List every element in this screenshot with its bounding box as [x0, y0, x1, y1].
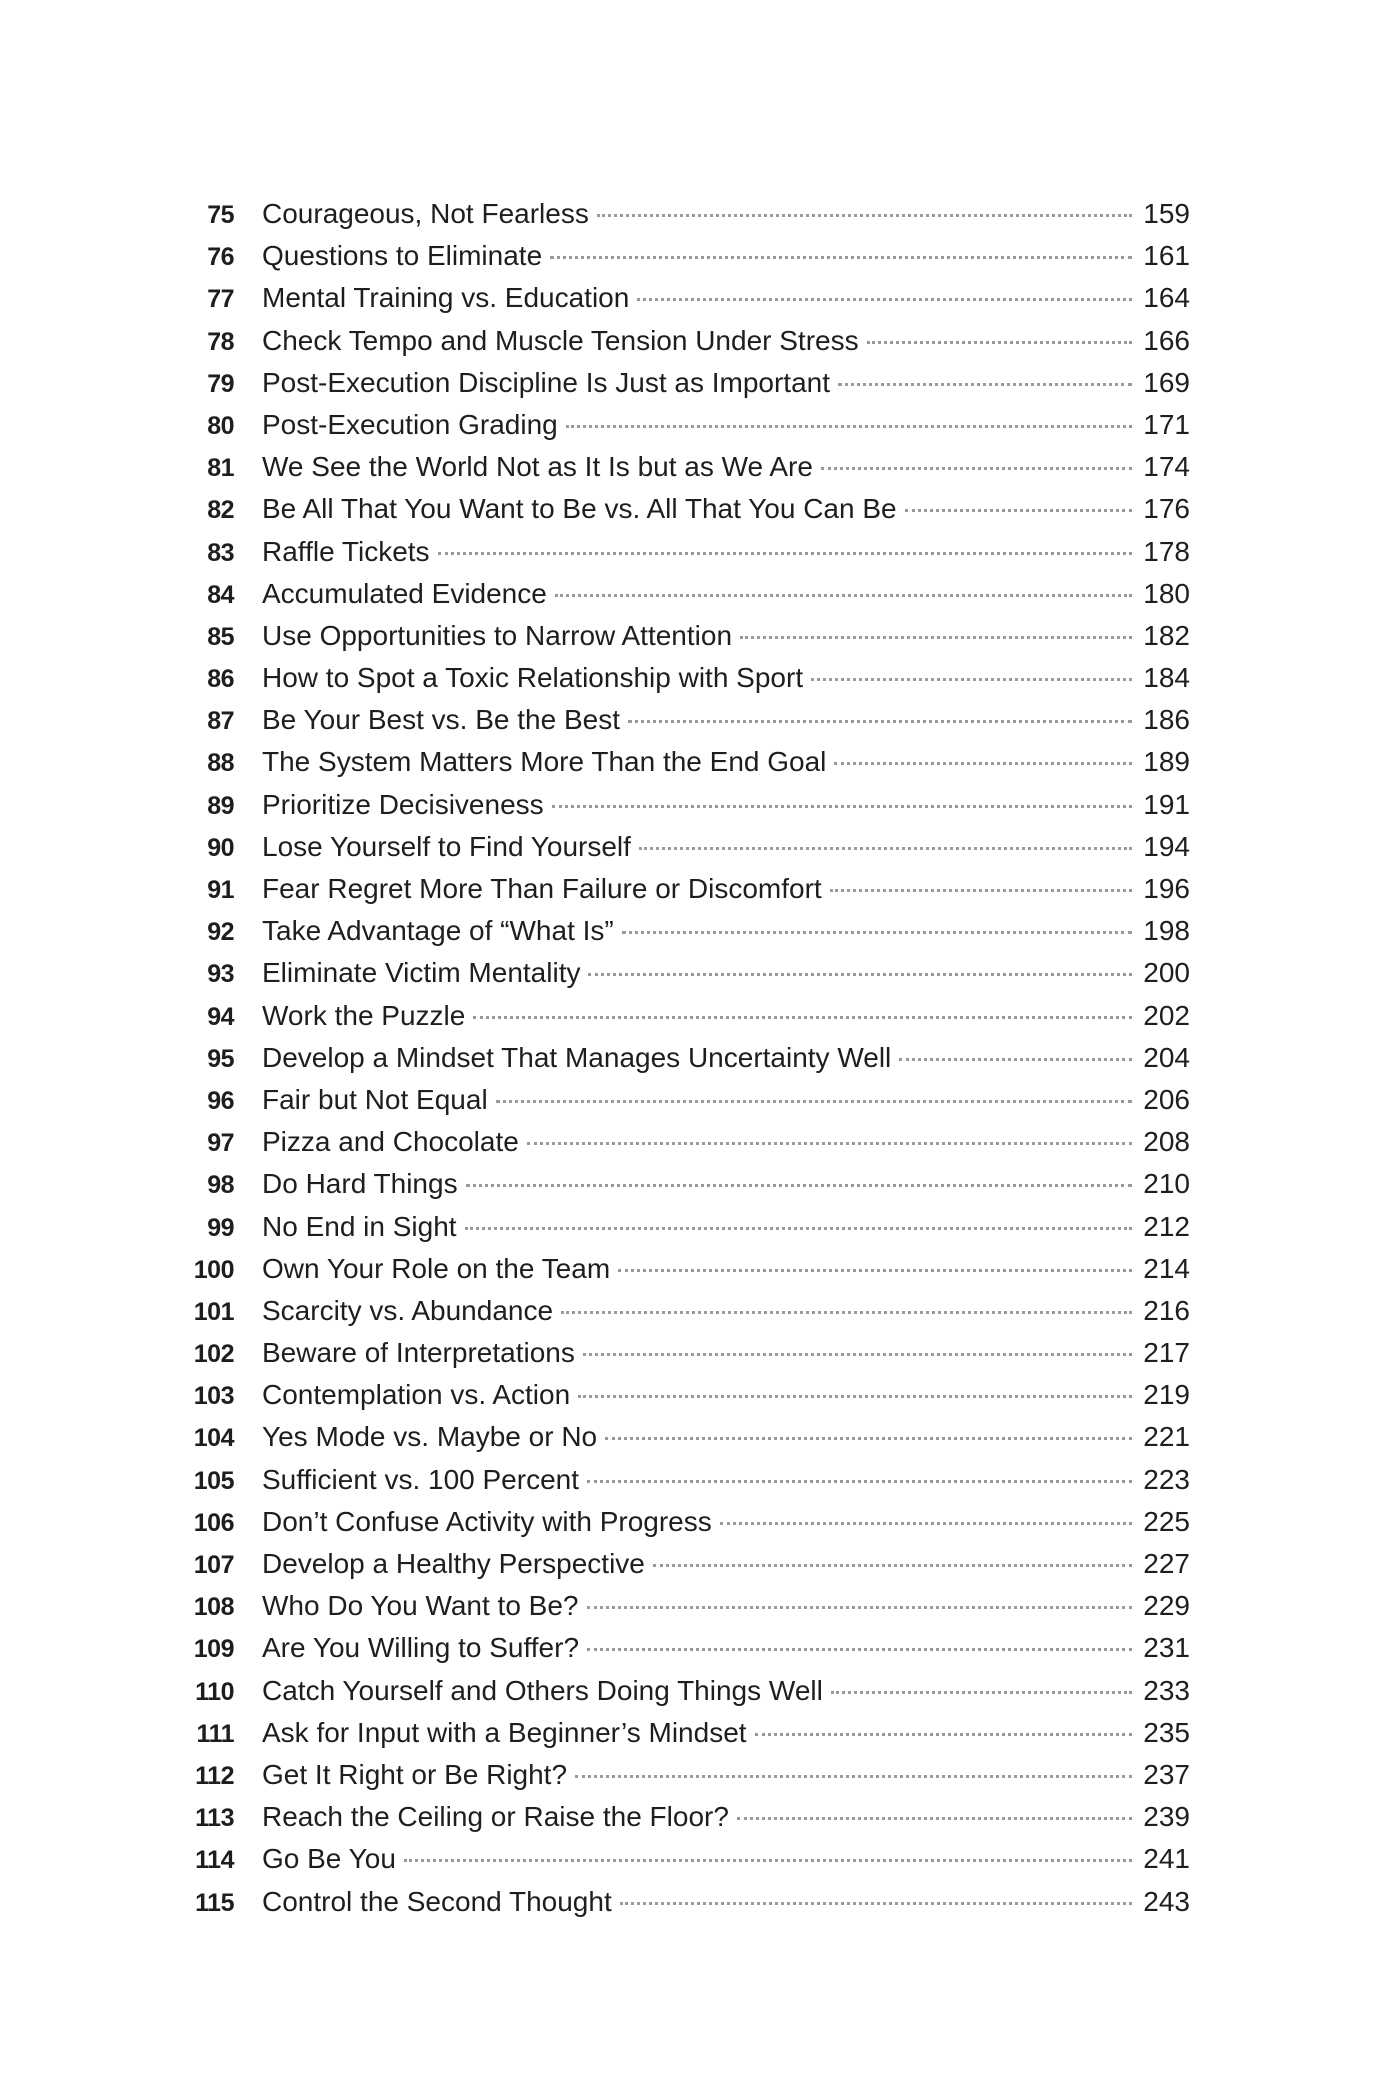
chapter-number: 91 — [207, 876, 234, 904]
chapter-number: 75 — [207, 201, 234, 229]
chapter-number: 105 — [193, 1466, 234, 1495]
page-number: 161 — [1143, 240, 1190, 272]
chapter-title: Post-Execution Discipline Is Just as Important — [262, 366, 831, 398]
page-number: 196 — [1143, 873, 1190, 904]
toc-entry[interactable] — [190, 620, 1190, 662]
toc-entry[interactable] — [190, 1632, 1190, 1674]
page-number: 237 — [1143, 1758, 1190, 1790]
chapter-title: Courageous, Not Fearless — [262, 198, 589, 229]
chapter-title: Work the Puzzle — [262, 999, 466, 1031]
page-number: 169 — [1143, 366, 1190, 398]
toc-entry[interactable] — [190, 1084, 1190, 1126]
chapter-title: Catch Yourself and Others Doing Things Well — [262, 1674, 823, 1706]
page-number: 166 — [1143, 324, 1190, 356]
chapter-title: Scarcity vs. Abundance — [262, 1294, 554, 1326]
toc-entry[interactable] — [190, 1717, 1190, 1759]
page-number: 233 — [1143, 1674, 1190, 1706]
chapter-title: Control the Second Thought — [262, 1885, 612, 1917]
toc-entry[interactable] — [190, 1464, 1190, 1506]
page-number: 164 — [1143, 282, 1190, 314]
page-number: 206 — [1143, 1083, 1190, 1115]
dot-leader — [575, 1775, 1132, 1778]
chapter-number: 104 — [193, 1424, 234, 1453]
chapter-title: Are You Willing to Suffer? — [262, 1632, 580, 1664]
page-number: 225 — [1143, 1505, 1190, 1537]
page-number: 231 — [1143, 1632, 1190, 1664]
page-number: 223 — [1143, 1463, 1190, 1495]
dot-leader — [527, 1142, 1132, 1145]
chapter-number: 96 — [207, 1086, 234, 1115]
page-number: 204 — [1143, 1041, 1190, 1073]
toc-entry[interactable] — [190, 1801, 1190, 1843]
chapter-number: 81 — [207, 454, 234, 483]
chapter-title: Develop a Healthy Perspective — [262, 1548, 645, 1579]
chapter-number: 95 — [207, 1044, 234, 1073]
chapter-title: No End in Sight — [262, 1210, 457, 1242]
page-number: 235 — [1143, 1716, 1190, 1748]
chapter-number: 112 — [195, 1761, 234, 1790]
toc-entry[interactable] — [190, 1211, 1190, 1253]
toc-entry[interactable] — [190, 1337, 1190, 1379]
toc-entry[interactable] — [190, 746, 1190, 788]
chapter-number: 111 — [196, 1719, 234, 1748]
toc-entry[interactable] — [190, 240, 1190, 282]
dot-leader — [740, 636, 1132, 639]
chapter-number: 85 — [207, 622, 234, 651]
chapter-number: 113 — [195, 1804, 234, 1833]
chapter-number: 107 — [193, 1551, 234, 1579]
chapter-number: 99 — [207, 1213, 234, 1242]
dot-leader — [587, 1648, 1132, 1651]
toc-entry[interactable] — [190, 409, 1190, 451]
page-number: 216 — [1143, 1294, 1190, 1326]
dot-leader — [834, 762, 1132, 765]
page-number: 243 — [1143, 1885, 1190, 1917]
dot-leader — [838, 383, 1132, 386]
page-number: 208 — [1143, 1126, 1190, 1158]
dot-leader — [404, 1859, 1132, 1862]
page-number: 191 — [1143, 788, 1190, 820]
dot-leader — [737, 1817, 1132, 1820]
chapter-title: Take Advantage of “What Is” — [262, 915, 614, 947]
dot-leader — [597, 214, 1132, 217]
chapter-title: Be Your Best vs. Be the Best — [262, 704, 620, 736]
chapter-number: 102 — [193, 1340, 234, 1369]
chapter-number: 106 — [193, 1508, 234, 1537]
chapter-number: 101 — [193, 1297, 234, 1326]
chapter-title: Yes Mode vs. Maybe or No — [262, 1421, 598, 1453]
chapter-title: Raffle Tickets — [262, 535, 430, 567]
dot-leader — [622, 931, 1132, 934]
chapter-number: 90 — [207, 833, 234, 862]
page-number: 212 — [1143, 1210, 1190, 1242]
chapter-title: Reach the Ceiling or Raise the Floor? — [262, 1801, 729, 1833]
toc-entry[interactable] — [190, 1548, 1190, 1590]
chapter-number: 114 — [195, 1846, 234, 1875]
chapter-number: 98 — [207, 1171, 234, 1200]
toc-entry[interactable] — [190, 789, 1190, 831]
chapter-title: Lose Yourself to Find Yourself — [262, 830, 631, 862]
chapter-title: We See the World Not as It Is but as We Are — [262, 451, 813, 483]
page-number: 189 — [1143, 746, 1190, 778]
toc-entry[interactable] — [190, 1253, 1190, 1295]
page-number: 221 — [1143, 1421, 1190, 1453]
toc-entry[interactable] — [190, 704, 1190, 746]
page-number: 210 — [1143, 1168, 1190, 1200]
page-number: 227 — [1143, 1548, 1190, 1579]
dot-leader — [867, 341, 1132, 344]
page-number: 198 — [1143, 915, 1190, 947]
chapter-title: Sufficient vs. 100 Percent — [262, 1463, 579, 1495]
page-number: 241 — [1143, 1843, 1190, 1875]
page-number: 182 — [1143, 619, 1190, 651]
page-number: 180 — [1143, 577, 1190, 609]
page-number: 229 — [1143, 1590, 1190, 1622]
dot-leader — [653, 1564, 1132, 1567]
chapter-title: Prioritize Decisiveness — [262, 788, 544, 820]
chapter-number: 82 — [207, 496, 234, 525]
toc-entry[interactable] — [190, 1843, 1190, 1885]
chapter-number: 100 — [193, 1255, 234, 1284]
dot-leader — [583, 1353, 1132, 1356]
dot-leader — [905, 509, 1132, 512]
chapter-title: Check Tempo and Muscle Tension Under Stress — [262, 324, 859, 356]
chapter-title: Own Your Role on the Team — [262, 1252, 611, 1284]
dot-leader — [720, 1522, 1132, 1525]
dot-leader — [811, 678, 1132, 681]
chapter-title: Don’t Confuse Activity with Progress — [262, 1505, 712, 1537]
dot-leader — [605, 1437, 1132, 1440]
page-number: 184 — [1143, 662, 1190, 694]
toc-entry[interactable] — [190, 282, 1190, 324]
toc-entry[interactable] — [190, 1506, 1190, 1548]
toc-entry[interactable] — [190, 1000, 1190, 1042]
chapter-title: Go Be You — [262, 1843, 396, 1875]
chapter-title: The System Matters More Than the End Goal — [262, 746, 827, 778]
chapter-number: 86 — [207, 665, 234, 694]
chapter-number: 94 — [207, 1002, 234, 1031]
dot-leader — [639, 847, 1132, 850]
chapter-number: 97 — [207, 1129, 234, 1158]
page-number: 171 — [1143, 408, 1190, 440]
dot-leader — [566, 425, 1132, 428]
toc-entry[interactable] — [190, 451, 1190, 493]
dot-leader — [830, 889, 1132, 892]
chapter-title: Do Hard Things — [262, 1168, 458, 1200]
dot-leader — [552, 805, 1132, 808]
toc-entry[interactable] — [190, 957, 1190, 999]
toc-entry[interactable] — [190, 662, 1190, 704]
page-number: 159 — [1143, 198, 1190, 229]
chapter-title: Accumulated Evidence — [262, 577, 547, 609]
chapter-number: 80 — [207, 411, 234, 440]
dot-leader — [555, 594, 1132, 597]
dot-leader — [465, 1227, 1132, 1230]
toc-entry[interactable] — [190, 1168, 1190, 1210]
chapter-title: Develop a Mindset That Manages Uncertainty Well — [262, 1041, 892, 1073]
toc-entry[interactable] — [190, 1126, 1190, 1168]
page-number: 194 — [1143, 830, 1190, 862]
dot-leader — [588, 973, 1132, 976]
dot-leader — [637, 298, 1132, 301]
chapter-title: Use Opportunities to Narrow Attention — [262, 619, 733, 651]
chapter-title: Pizza and Chocolate — [262, 1126, 519, 1158]
toc-entry[interactable] — [190, 1759, 1190, 1801]
chapter-number: 92 — [207, 918, 234, 947]
dot-leader — [620, 1902, 1132, 1905]
toc-entry[interactable] — [190, 198, 1190, 240]
chapter-title: Post-Execution Grading — [262, 408, 558, 440]
toc-entry[interactable] — [190, 367, 1190, 409]
chapter-title: How to Spot a Toxic Relationship with Sport — [262, 662, 804, 694]
chapter-title: Fear Regret More Than Failure or Discomfort — [262, 873, 822, 904]
chapter-number: 110 — [195, 1677, 234, 1706]
chapter-number: 103 — [193, 1382, 234, 1411]
chapter-number: 77 — [207, 285, 234, 314]
page-number: 217 — [1143, 1337, 1190, 1369]
dot-leader — [496, 1100, 1132, 1103]
chapter-title: Beware of Interpretations — [262, 1337, 575, 1369]
page-number: 219 — [1143, 1379, 1190, 1411]
page-number: 202 — [1143, 999, 1190, 1031]
dot-leader — [561, 1311, 1132, 1314]
dot-leader — [899, 1058, 1132, 1061]
dot-leader — [578, 1395, 1132, 1398]
chapter-title: Fair but Not Equal — [262, 1083, 488, 1115]
chapter-title: Ask for Input with a Beginner’s Mindset — [262, 1716, 747, 1748]
dot-leader — [831, 1691, 1132, 1694]
toc-entry[interactable] — [190, 831, 1190, 873]
toc-entry[interactable] — [190, 873, 1190, 915]
page-number: 186 — [1143, 704, 1190, 736]
chapter-number: 115 — [195, 1888, 234, 1917]
chapter-number: 88 — [207, 749, 234, 778]
chapter-title: Questions to Eliminate — [262, 240, 543, 272]
page-number: 176 — [1143, 493, 1190, 525]
dot-leader — [587, 1606, 1133, 1609]
toc-entry[interactable] — [190, 1042, 1190, 1084]
dot-leader — [550, 256, 1132, 259]
chapter-number: 89 — [207, 791, 234, 820]
page-number: 239 — [1143, 1801, 1190, 1833]
toc-entry[interactable] — [190, 915, 1190, 957]
page-number: 200 — [1143, 957, 1190, 989]
page-number: 214 — [1143, 1252, 1190, 1284]
toc-entry[interactable] — [190, 536, 1190, 578]
chapter-title: Contemplation vs. Action — [262, 1379, 571, 1411]
dot-leader — [755, 1733, 1132, 1736]
chapter-number: 83 — [207, 538, 234, 567]
dot-leader — [628, 720, 1132, 723]
toc-entry[interactable] — [190, 1295, 1190, 1337]
chapter-number: 109 — [193, 1635, 234, 1664]
chapter-number: 108 — [193, 1593, 234, 1622]
dot-leader — [473, 1016, 1132, 1019]
toc-entry[interactable] — [190, 1886, 1190, 1928]
toc-entry[interactable] — [190, 1421, 1190, 1463]
chapter-title: Get It Right or Be Right? — [262, 1758, 568, 1790]
chapter-title: Mental Training vs. Education — [262, 282, 630, 314]
chapter-number: 76 — [207, 243, 234, 272]
chapter-number: 87 — [207, 707, 234, 736]
chapter-title: Who Do You Want to Be? — [262, 1590, 579, 1622]
dot-leader — [466, 1184, 1132, 1187]
toc-entry[interactable] — [190, 1379, 1190, 1421]
toc-entry[interactable] — [190, 578, 1190, 620]
chapter-number: 93 — [207, 960, 234, 989]
chapter-title: Eliminate Victim Mentality — [262, 957, 581, 989]
dot-leader — [438, 552, 1132, 555]
table-of-contents — [190, 198, 1190, 1928]
chapter-number: 79 — [207, 369, 234, 398]
toc-entry[interactable] — [190, 325, 1190, 367]
chapter-title: Be All That You Want to Be vs. All That You Can Be — [262, 493, 897, 525]
toc-entry[interactable] — [190, 493, 1190, 535]
page-number: 178 — [1143, 535, 1190, 567]
dot-leader — [821, 467, 1132, 470]
toc-entry[interactable] — [190, 1590, 1190, 1632]
page-number: 174 — [1143, 451, 1190, 483]
toc-entry[interactable] — [190, 1675, 1190, 1717]
dot-leader — [618, 1269, 1132, 1272]
chapter-number: 84 — [207, 580, 234, 609]
dot-leader — [587, 1480, 1132, 1483]
chapter-number: 78 — [207, 327, 234, 356]
